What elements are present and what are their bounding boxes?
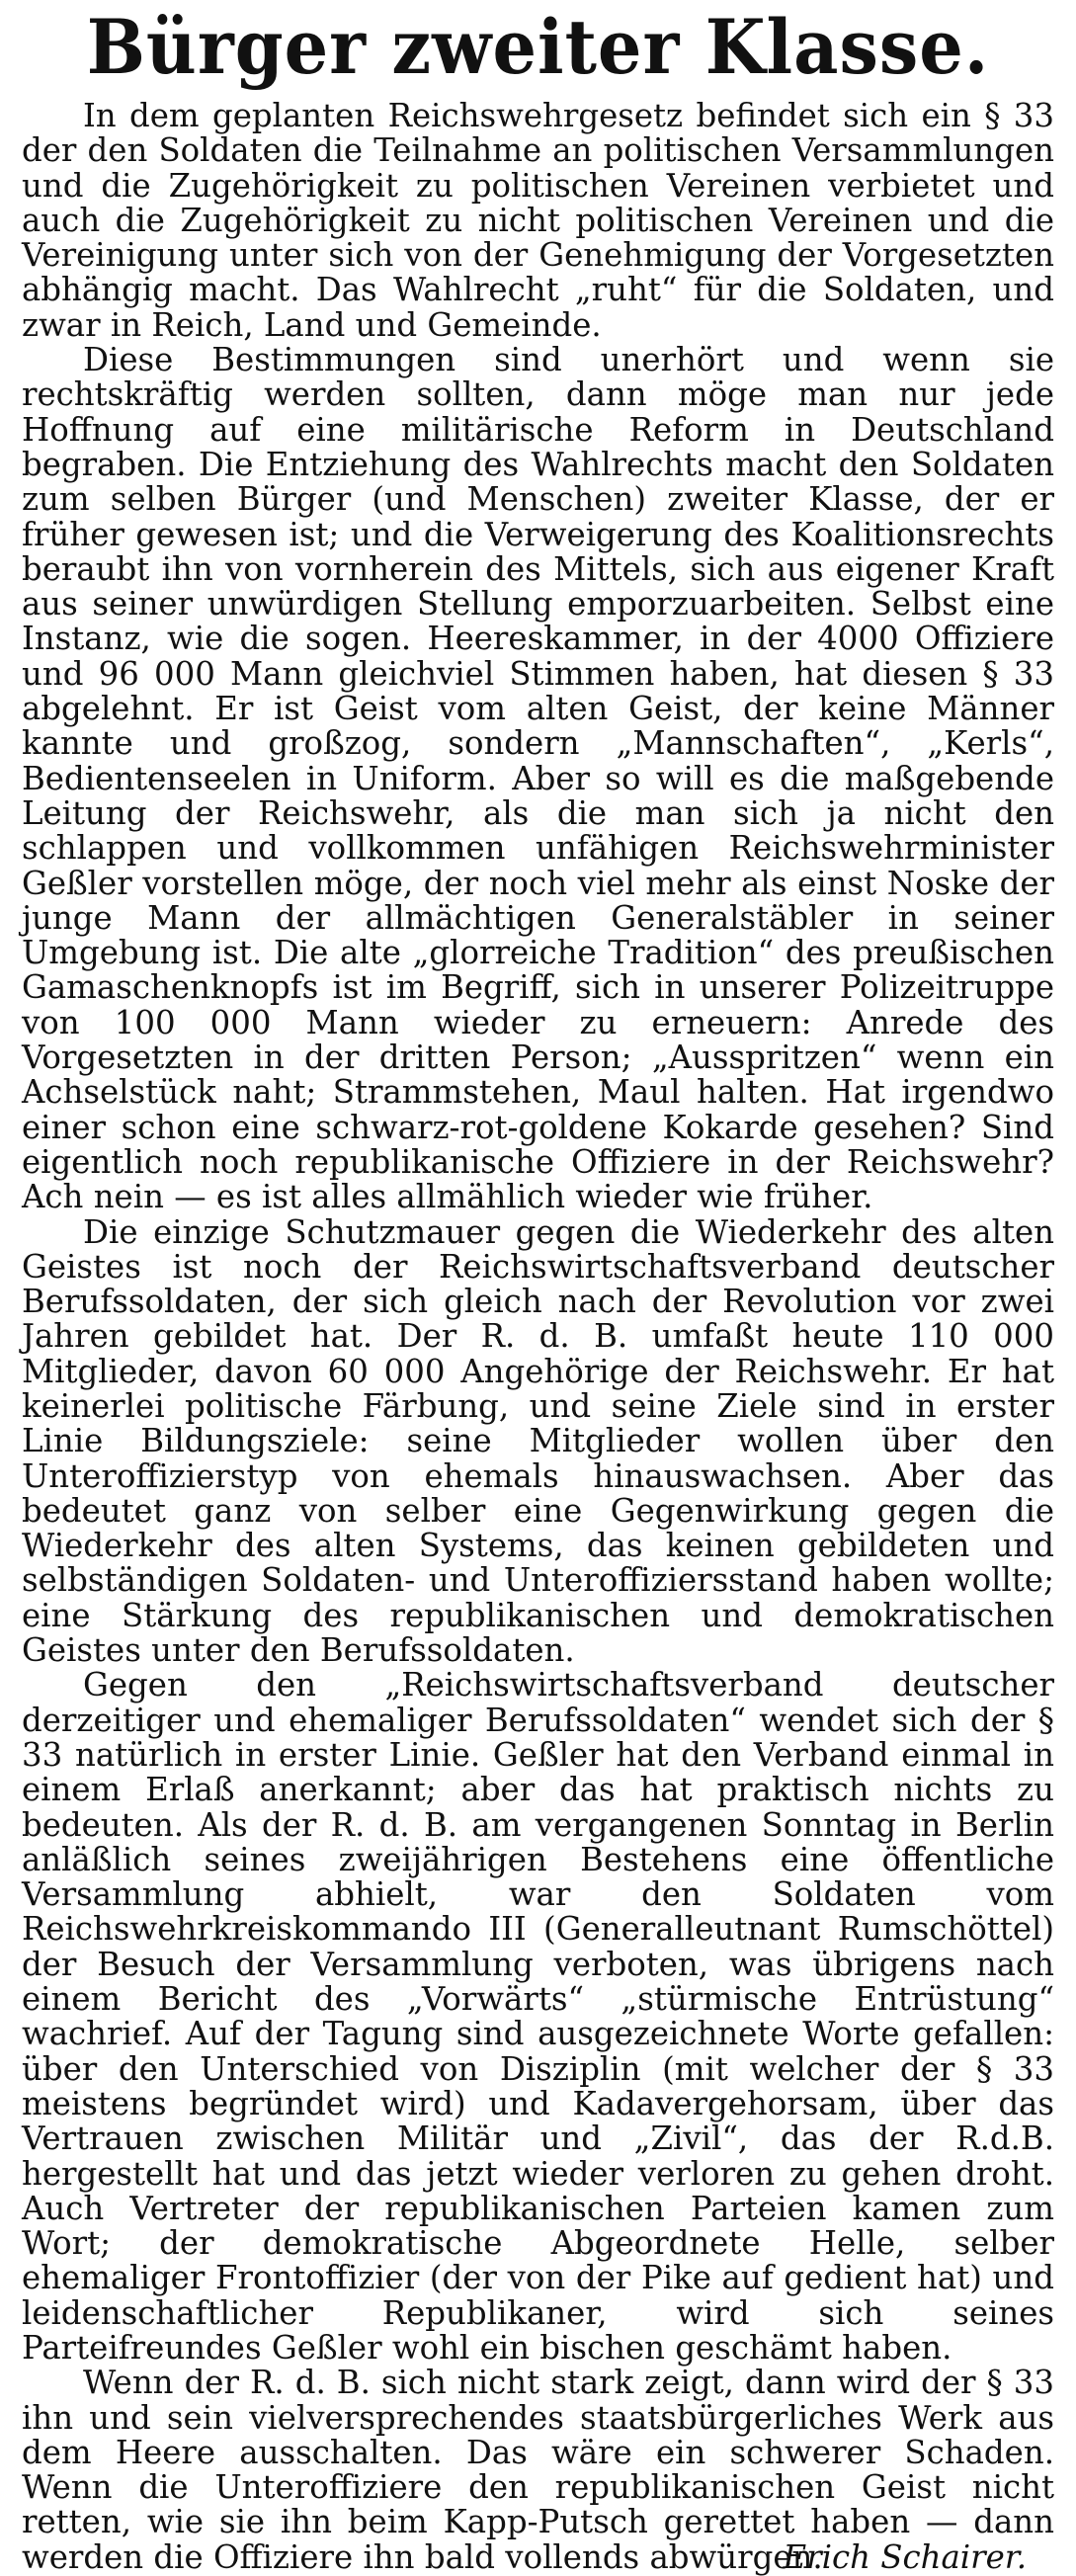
article-paragraph-5: Wenn der R. d. B. sich nicht stark zeigt, dann wird der § 33 ihn und sein vielversprechendes staatsbürgerliches Werk aus dem Heere ausschalten. Das wäre ein schwerer Schaden. Wenn die Unteroffiziere den republikanischen Geist nicht retten, wie sie ihn beim Kapp-Putsch gerettet haben — dann werden die Offiziere ihn bald vollends abwürgen. [22, 2364, 1054, 2576]
article-headline: Bürger zweiter Klasse. [86, 2, 990, 92]
article-paragraph-4: Gegen den „Reichswirtschaftsverband deutscher derzeitiger und ehemaliger Berufssoldaten“ wendet sich der § 33 natürlich in erster Linie. Geßler hat den Verband einmal in einem Erlaß anerkannt; aber das hat praktisch nichts zu bedeuten. Als der R. d. B. am vergangenen Sonntag in Berlin anläßlich seines zweijährigen Bestehens eine öffentliche Versammlung abhielt, war den Soldaten vom Reichswehrkreiskommando III (Generalleutnant Rumschöttel) der Besuch der Versammlung verboten, was übrigens nach einem Bericht des „Vorwärts“ „stürmische Entrüstung“ wachrief. Auf der Tagung sind ausgezeichnete Worte gefallen: über den Unterschied von Disziplin (mit welcher der § 33 meistens begründet wird) und Kadavergehorsam, über das Vertrauen zwischen Militär und „Zivil“, das der R.d.B. hergestellt hat und das jetzt wieder verloren zu gehen droht. Auch Vertreter der republikanischen Parteien kamen zum Wort; der demokratische Abgeordnete Helle, selber ehemaliger Frontoffizier (der von der Pike auf gedient hat) und leidenschaftlicher Republikaner, wird sich seines Parteifreundes Geßler wohl ein bischen geschämt haben. [22, 1666, 1054, 2367]
author-signature: Erich Schairer. [783, 2538, 1027, 2576]
article-paragraph-2: Diese Bestimmungen sind unerhört und wenn sie rechtskräftig werden sollten, dann möge man nur jede Hoffnung auf eine militärische Reform in Deutschland begraben. Die Entziehung des Wahlrechts macht den Soldaten zum selben Bürger (und Menschen) zweiter Klasse, der er früher gewesen ist; und die Verweigerung des Koalitionsrechts beraubt ihn von vornherein des Mittels, sich aus eigener Kraft aus seiner unwürdigen Stellung emporzuarbeiten. Selbst eine Instanz, wie die sogen. Heereskammer, in der 4000 Offiziere und 96 000 Mann gleichviel Stimmen haben, hat diesen § 33 abgelehnt. Er ist Geist vom alten Geist, der keine Männer kannte und großzog, sondern „Mannschaften“, „Kerls“, Bedientenseelen in Uniform. Aber so will es die maßgebende Leitung der Reichswehr, als die man sich ja nicht den schlappen und vollkommen unfähigen Reichswehrminister Geßler vorstellen möge, der noch viel mehr als einst Noske der junge Mann der allmächtigen Generalstäbler in seiner Umgebung ist. Die alte „glorreiche Tradition“ des preußischen Gamaschenknopfs ist im Begriff, sich in unserer Polizeitruppe von 100 000 Mann wieder zu erneuern: Anrede des Vorgesetzten in der dritten Person; „Ausspritzen“ wenn ein Achselstück naht; Strammstehen, Maul halten. Hat irgendwo einer schon eine schwarz-rot-goldene Kokarde gesehen? Sind eigentlich noch republikanische Offiziere in der Reichswehr? Ach nein — es ist alles allmählich wieder wie früher. [22, 341, 1054, 1216]
article-paragraph-3: Die einzige Schutzmauer gegen die Wiederkehr des alten Geistes ist noch der Reichswirtschaftsverband deutscher Berufssoldaten, der sich gleich nach der Revolution vor zwei Jahren gebildet hat. Der R. d. B. umfaßt heute 110 000 Mitglieder, davon 60 000 Angehörige der Reichswehr. Er hat keinerlei politische Färbung, und seine Ziele sind in erster Linie Bildungsziele: seine Mitglieder wollen über den Unteroffizierstyp von ehemals hinauswachsen. Aber das bedeutet ganz von selber eine Gegenwirkung gegen die Wiederkehr des alten Systems, das keinen gebildeten und selbständigen Soldaten- und Unteroffiziersstand haben wollte; eine Stärkung des republikanischen und demokratischen Geistes unter den Berufssoldaten. [22, 1212, 1054, 1670]
article-paragraph-1: In dem geplanten Reichswehrgesetz befindet sich ein § 33 der den Soldaten die Teilnahme an politischen Versammlungen und die Zugehörigkeit zu politischen Vereinen verbietet und auch die Zugehörigkeit zu nicht politischen Vereinen und die Vereinigung unter sich von der Genehmigung der Vorgesetzten abhängig macht. Das Wahlrecht „ruht“ für die Soldaten, und zwar in Reich, Land und Gemeinde. [22, 97, 1054, 344]
